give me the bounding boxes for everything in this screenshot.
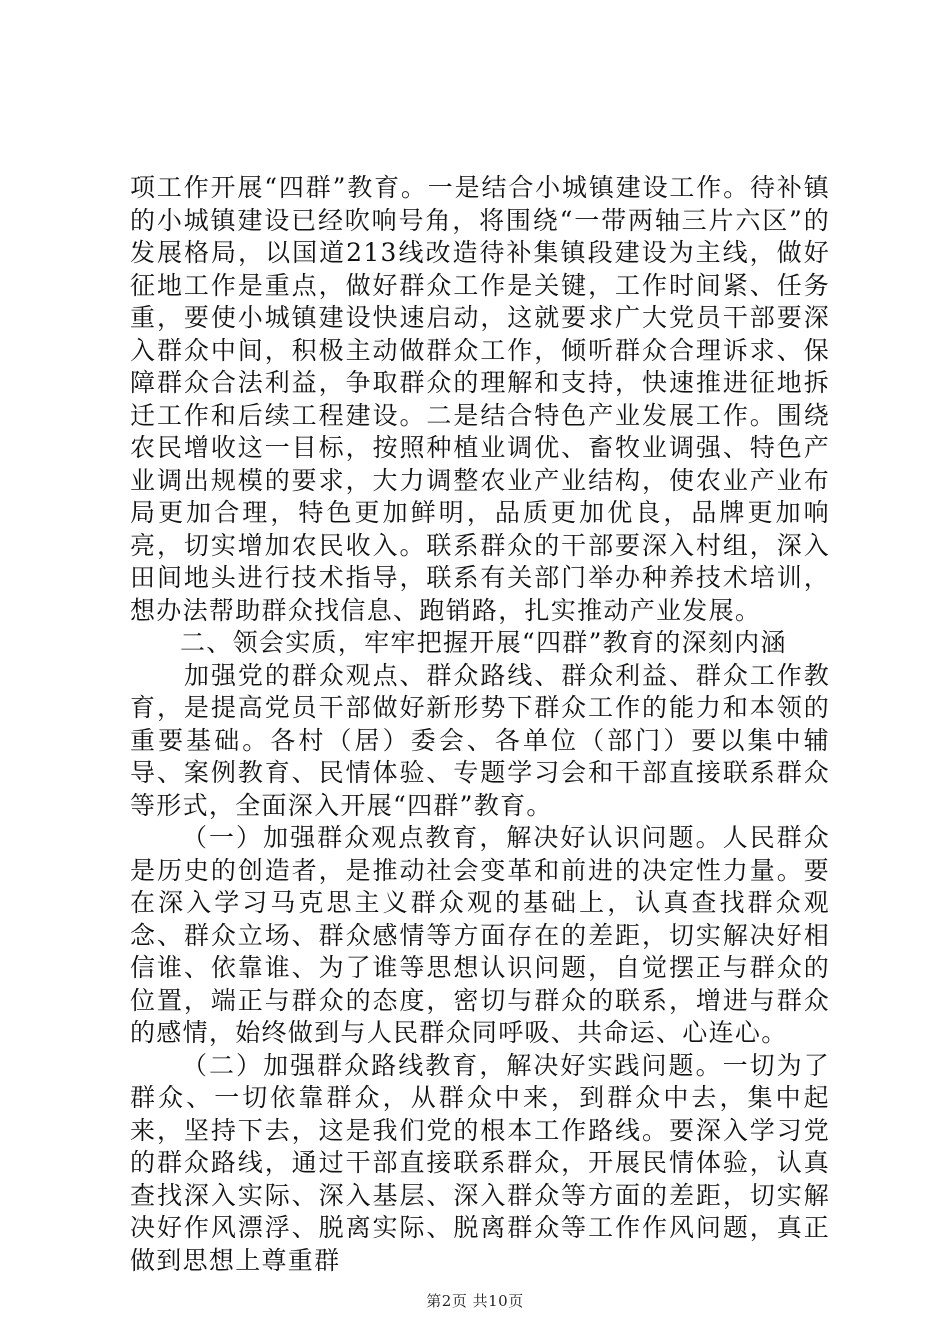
document-body <box>130 172 830 1277</box>
page-number-footer: 第2页 共10页 <box>426 1292 524 1310</box>
paragraph-item-2: （二）加强群众路线教育，解决好实践问题。一切为了群众、一切依靠群众，从群众中来，到群众中去，集中起来，坚持下去，这是我们党的根本工作路线。要深入学习党的群众路线，通过干部直接联系群众，开展民情体验，认真查找深入实际、深入基层、深入群众等方面的差距，切实解决好作风漂浮、脱离实际、脱离群众等工作作风问题，真正做到思想上尊重群 <box>130 1050 830 1275</box>
paragraph-continuation: 项工作开展“四群”教育。一是结合小城镇建设工作。待补镇的小城镇建设已经吹响号角，将围绕“一带两轴三片六区”的发展格局，以国道213线改造待补集镇段建设为主线，做好征地工作是重点，做好群众工作是关键，工作时间紧、任务重，要使小城镇建设快速启动，这就要求广大党员干部要深入群众中间，积极主动做群众工作，倾听群众合理诉求、保障群众合法利益，争取群众的理解和支持，快速推进征地拆迁工作和后续工程建设。二是结合特色产业发展工作。围绕农民增收这一目标，按照种植业调优、畜牧业调强、特色产业调出规模的要求，大力调整农业产业结构，使农业产业布局更加合理，特色更加鲜明，品质更加优良，品牌更加响亮，切实增加农民收入。联系群众的干部要深入村组，深入田间地头进行技术指导，联系有关部门举办种养技术培训，想办法帮助群众找信息、跑销路，扎实推动产业发展。 <box>130 173 830 625</box>
section-heading: 二、领会实质，牢牢把握开展“四群”教育的深刻内涵 <box>180 628 787 657</box>
paragraph-intro: 加强党的群众观点、群众路线、群众利益、群众工作教育，是提高党员干部做好新形势下群众工作的能力和本领的重要基础。各村（居）委会、各单位（部门）要以集中辅导、案例教育、民情体验、专题学习会和干部直接联系群众等形式，全面深入开展“四群”教育。 <box>130 660 830 820</box>
paragraph-item-1: （一）加强群众观点教育，解决好认识问题。人民群众是历史的创造者，是推动社会变革和前进的决定性力量。要在深入学习马克思主义群众观的基础上，认真查找群众观念、群众立场、群众感情等方面存在的差距，切实解决好相信谁、依靠谁、为了谁等思想认识问题，自觉摆正与群众的位置，端正与群众的态度，密切与群众的联系，增进与群众的感情，始终做到与人民群众同呼吸、共命运、心连心。 <box>130 823 830 1047</box>
